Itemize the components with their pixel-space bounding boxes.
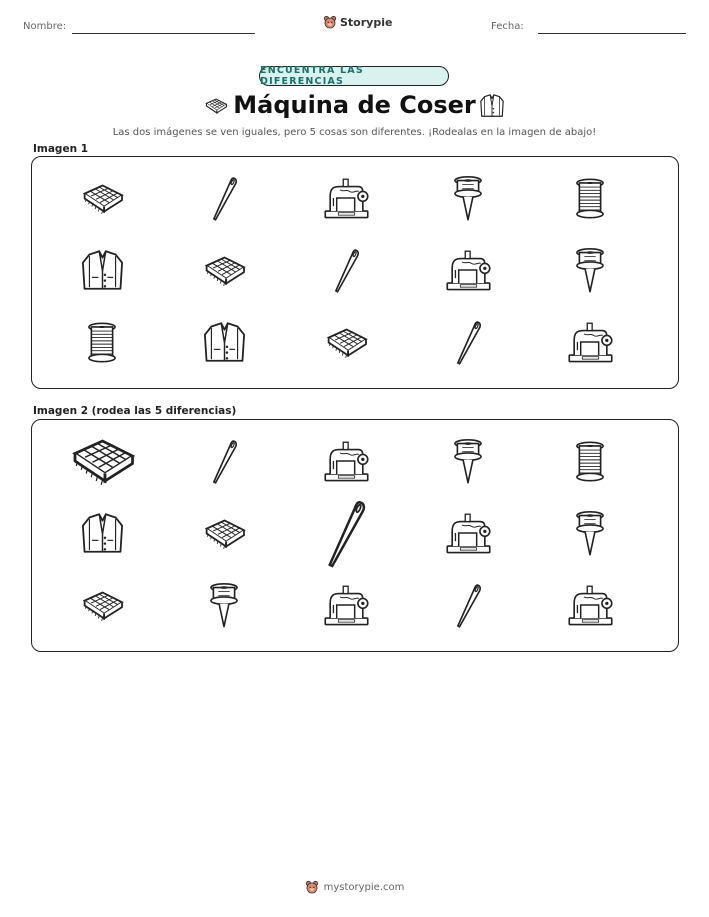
grid-cell[interactable] <box>306 428 386 494</box>
grid-cell[interactable] <box>306 572 386 638</box>
brand-logo <box>323 15 392 29</box>
grid-cell[interactable] <box>184 165 264 231</box>
grid-cell[interactable] <box>184 500 264 566</box>
fabric-icon <box>78 179 127 218</box>
name-line[interactable] <box>72 33 255 34</box>
jacket-icon <box>200 318 249 366</box>
sewing-machine-icon <box>444 510 493 556</box>
instructions: Las dos imágenes se ven iguales, pero 5 cosas son diferentes. ¡Rodealas en la imagen de abajo! <box>112 127 597 138</box>
needle-icon <box>208 174 241 223</box>
name-label: Nombre: <box>23 21 67 32</box>
jacket-icon <box>78 246 127 294</box>
grid-cell[interactable] <box>306 500 386 566</box>
bear-logo-icon <box>323 15 337 29</box>
grid-cell[interactable] <box>550 428 630 494</box>
pin-icon <box>449 174 487 223</box>
grid-cell[interactable] <box>62 572 142 638</box>
thread-spool-icon <box>572 177 608 220</box>
image1-panel <box>31 156 679 389</box>
title-jacket-icon <box>478 92 506 124</box>
pin-icon <box>571 509 609 558</box>
needle-icon <box>330 246 363 295</box>
sewing-machine-icon <box>566 582 615 628</box>
image2-panel <box>31 419 679 652</box>
pin-icon <box>571 246 609 295</box>
grid-cell[interactable] <box>550 237 630 303</box>
footer <box>0 880 709 894</box>
grid-cell[interactable] <box>306 309 386 375</box>
needle-icon <box>321 496 371 571</box>
pin-icon <box>449 437 487 486</box>
grid-cell[interactable] <box>184 428 264 494</box>
bear-logo-icon <box>305 880 319 894</box>
grid-cell[interactable] <box>306 237 386 303</box>
sewing-machine-icon <box>322 582 371 628</box>
date-label: Fecha: <box>491 21 524 32</box>
brand-name: Storypie <box>340 15 393 29</box>
image1-label: Imagen 1 <box>33 143 89 155</box>
grid-cell[interactable] <box>428 428 508 494</box>
grid-cell[interactable] <box>428 309 508 375</box>
grid-cell[interactable] <box>306 165 386 231</box>
sewing-machine-icon <box>322 438 371 484</box>
fabric-icon <box>322 323 371 362</box>
grid-cell[interactable] <box>62 165 142 231</box>
grid-cell[interactable] <box>550 572 630 638</box>
needle-icon <box>452 581 485 630</box>
grid-cell[interactable] <box>550 309 630 375</box>
fabric-icon <box>78 586 127 625</box>
page-title: Máquina de Coser <box>233 91 476 119</box>
pin-icon <box>205 581 243 630</box>
grid-cell[interactable] <box>62 309 142 375</box>
grid-cell[interactable] <box>428 237 508 303</box>
fabric-icon <box>65 431 140 491</box>
grid-cell[interactable] <box>184 237 264 303</box>
grid-cell[interactable] <box>184 572 264 638</box>
grid-cell[interactable] <box>428 572 508 638</box>
grid-cell[interactable] <box>550 500 630 566</box>
image2-label: Imagen 2 (rodea las 5 diferencias) <box>33 405 237 417</box>
sewing-machine-icon <box>444 247 493 293</box>
thread-spool-icon <box>572 440 608 483</box>
activity-badge: ENCUENTRA LAS DIFERENCIAS <box>259 66 449 86</box>
date-line[interactable] <box>538 33 686 34</box>
grid-cell[interactable] <box>62 237 142 303</box>
jacket-icon <box>78 509 127 557</box>
needle-icon <box>452 318 485 367</box>
grid-cell[interactable] <box>428 500 508 566</box>
fabric-icon <box>200 251 249 290</box>
thread-spool-icon <box>84 321 120 364</box>
grid-cell[interactable] <box>62 500 142 566</box>
grid-cell[interactable] <box>62 428 142 494</box>
sewing-machine-icon <box>322 175 371 221</box>
sewing-machine-icon <box>566 319 615 365</box>
footer-url[interactable]: mystorypie.com <box>323 881 405 893</box>
grid-cell[interactable] <box>550 165 630 231</box>
grid-cell[interactable] <box>184 309 264 375</box>
grid-cell[interactable] <box>428 165 508 231</box>
needle-icon <box>208 437 241 486</box>
fabric-icon <box>200 514 249 553</box>
